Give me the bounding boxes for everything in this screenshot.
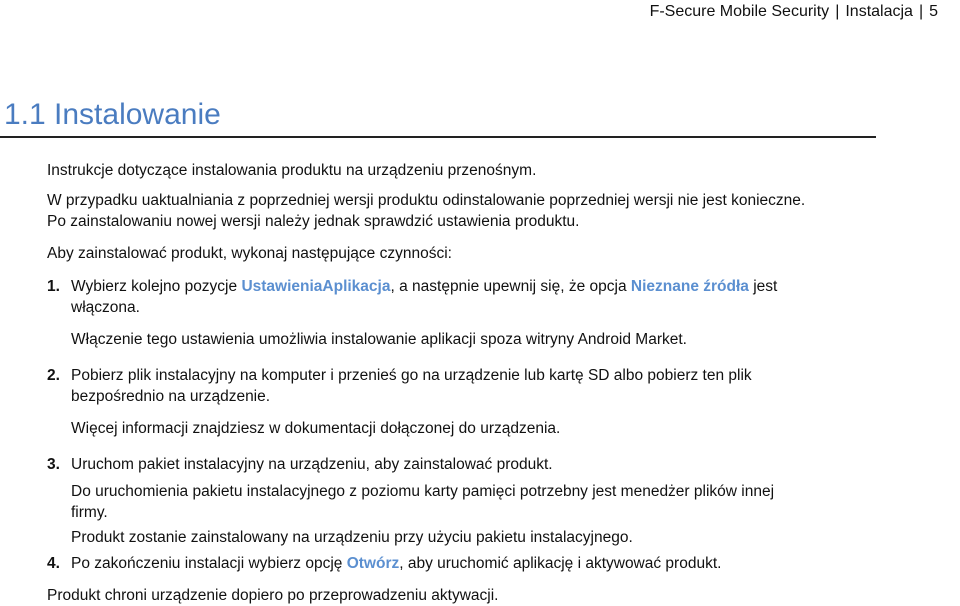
header-page-number: 5 — [929, 3, 938, 20]
step-3-note-line-2: firmy. — [71, 504, 108, 521]
header-separator-2: | — [918, 3, 924, 20]
step-number: 4. — [47, 555, 60, 572]
step-4 — [47, 553, 721, 574]
step-text: Po zakończeniu instalacji wybierz opcję — [71, 555, 347, 572]
ui-term-settings-applications: UstawieniaAplikacja — [241, 278, 391, 295]
ui-term-unknown-sources: Nieznane źródła — [630, 278, 749, 295]
title-rule — [0, 136, 876, 138]
step-number: 1. — [47, 278, 60, 295]
step-text: Wybierz kolejno pozycje — [71, 278, 242, 295]
step-3-note-line-1: Do uruchomienia pakietu instalacyjnego z poziomu karty pamięci potrzebny jest menedżer plików innej — [71, 483, 775, 500]
step-2 — [47, 365, 752, 386]
step-text: Uruchom pakiet instalacyjny na urządzeniu, aby zainstalować produkt. — [71, 456, 553, 473]
step-number: 3. — [47, 456, 60, 473]
step-1-line-2: włączona. — [71, 299, 140, 316]
step-text: , aby uruchomić aplikację i aktywować produkt. — [399, 555, 722, 572]
step-3-note-2: Produkt zostanie zainstalowany na urządzeniu przy użyciu pakietu instalacyjnego. — [71, 529, 633, 546]
step-number: 2. — [47, 367, 60, 384]
header-product: F-Secure Mobile Security — [649, 3, 830, 20]
step-2-note: Więcej informacji znajdziesz w dokumentacji dołączonej do urządzenia. — [71, 420, 561, 437]
ui-term-open: Otwórz — [346, 555, 400, 572]
upgrade-note-line-2: Po zainstalowaniu nowej wersji należy jednak sprawdzić ustawienia produktu. — [47, 213, 580, 230]
closing-paragraph: Produkt chroni urządzenie dopiero po przeprowadzeniu aktywacji. — [47, 587, 499, 604]
step-1-note: Włączenie tego ustawienia umożliwia instalowanie aplikacji spoza witryny Android Market. — [71, 331, 687, 348]
step-2-line-2: bezpośrednio na urządzenie. — [71, 388, 271, 405]
upgrade-note-line-1: W przypadku uaktualniania z poprzedniej wersji produktu odinstalowanie poprzedniej wersji nie jest konieczne. — [47, 192, 806, 209]
step-text: Pobierz plik instalacyjny na komputer i przenieś go na urządzenie lub kartę SD albo pobierz ten plik — [71, 367, 752, 384]
step-text: , a następnie upewnij się, że opcja — [390, 278, 631, 295]
step-1 — [47, 276, 777, 297]
section-title: 1.1 Instalowanie — [4, 98, 221, 131]
steps-intro: Aby zainstalować produkt, wykonaj następujące czynności: — [47, 245, 452, 262]
step-3 — [47, 454, 553, 475]
running-header — [650, 3, 938, 21]
intro-paragraph: Instrukcje dotyczące instalowania produktu na urządzeniu przenośnym. — [47, 162, 537, 179]
header-separator: | — [835, 3, 840, 20]
header-chapter: Instalacja — [845, 3, 913, 20]
step-text: jest — [748, 278, 778, 295]
